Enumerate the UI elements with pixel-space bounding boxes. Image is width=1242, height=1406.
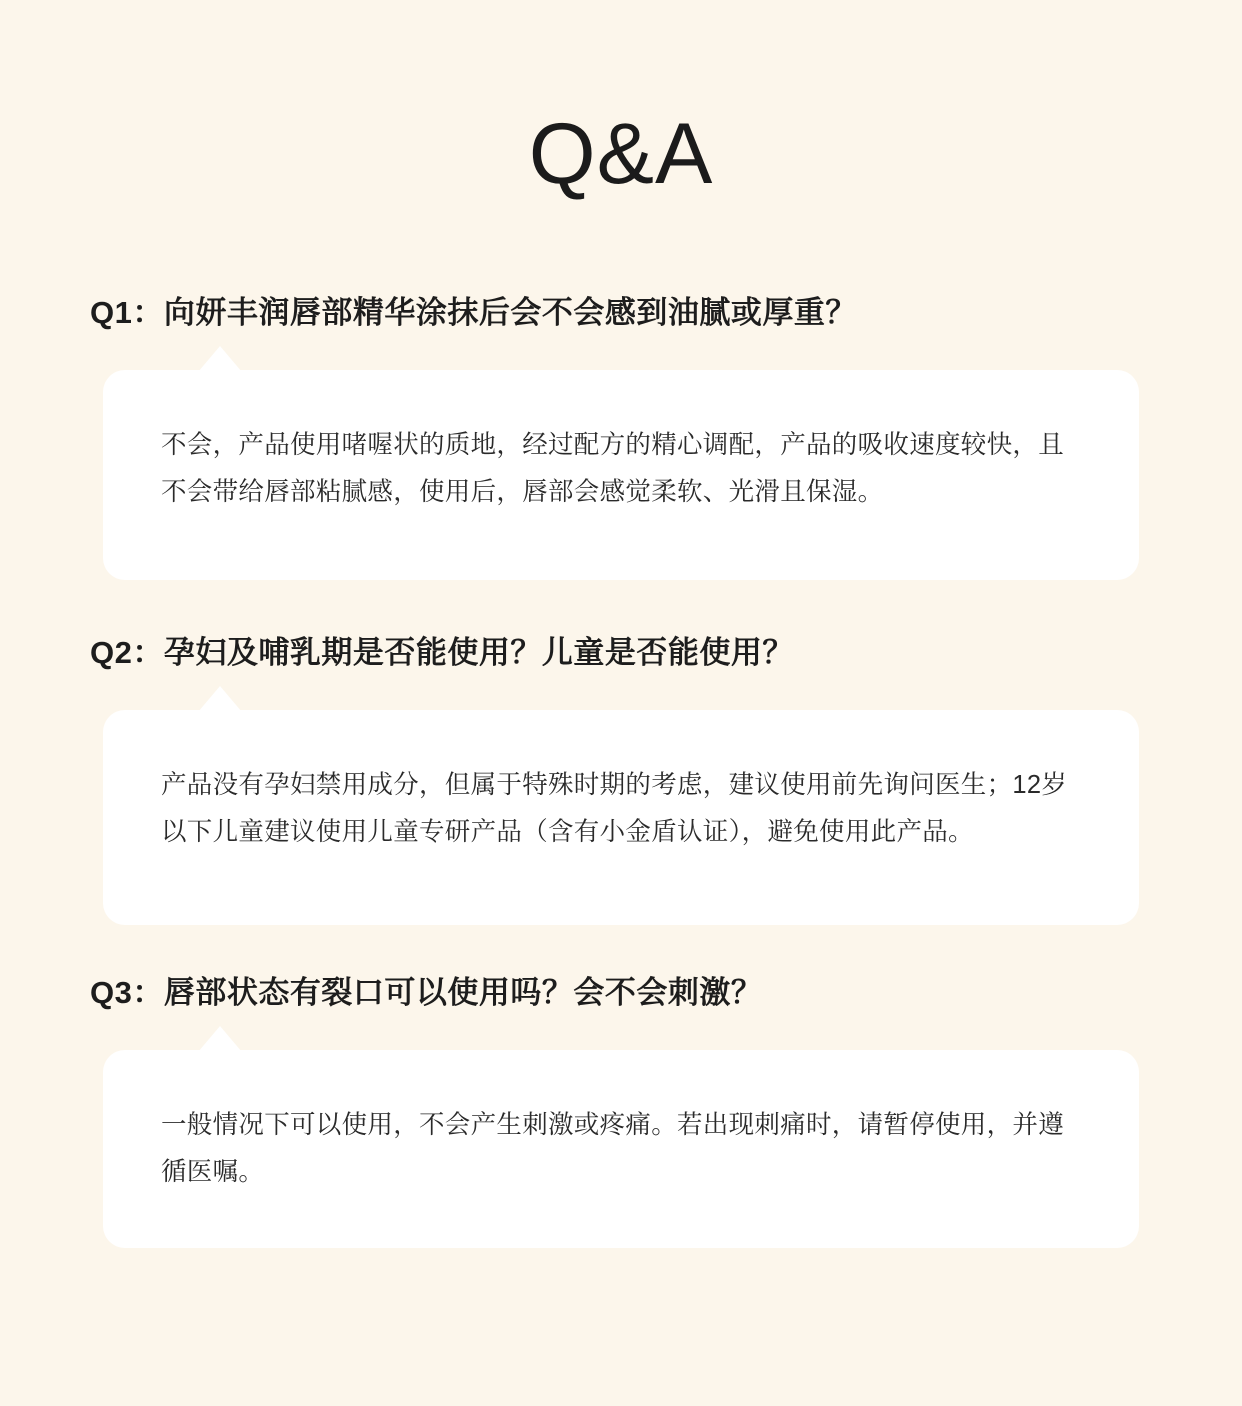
qa-item-3 bbox=[0, 972, 1242, 1248]
page-title: Q&A bbox=[528, 106, 714, 202]
answer-text-1: 不会，产品使用啫喔状的质地，经过配方的精心调配，产品的吸收速度较快，且不会带给唇部粘腻感，使用后，唇部会感觉柔软、光滑且保湿。 bbox=[161, 431, 1065, 506]
answer-bubble-2 bbox=[103, 710, 1139, 925]
question-label-2: Q2：孕妇及哺乳期是否能使用？儿童是否能使用？ bbox=[90, 635, 794, 670]
bubble-tail-icon-1 bbox=[198, 346, 242, 372]
answer-text-2: 产品没有孕妇禁用成分，但属于特殊时期的考虑，建议使用前先询问医生；12岁以下儿童建议使用儿童专研产品（含有小金盾认证），避免使用此产品。 bbox=[161, 771, 1068, 846]
answer-bubble-wrap-3 bbox=[103, 1050, 1139, 1248]
answer-bubble-1 bbox=[103, 370, 1139, 580]
answer-bubble-wrap-1 bbox=[103, 370, 1139, 580]
bubble-tail-icon-3 bbox=[198, 1026, 242, 1052]
answer-bubble-3 bbox=[103, 1050, 1139, 1248]
answer-text-3: 一般情况下可以使用，不会产生刺激或疼痛。若出现刺痛时，请暂停使用，并遵循医嘱。 bbox=[161, 1111, 1065, 1186]
question-label-3: Q3：唇部状态有裂口可以使用吗？会不会刺激？ bbox=[90, 975, 763, 1010]
qa-item-1 bbox=[0, 292, 1242, 580]
question-label-1: Q1：向妍丰润唇部精华涂抹后会不会感到油腻或厚重？ bbox=[90, 295, 857, 330]
qa-item-2 bbox=[0, 632, 1242, 925]
bubble-tail-icon-2 bbox=[198, 686, 242, 712]
answer-bubble-wrap-2 bbox=[103, 710, 1139, 925]
